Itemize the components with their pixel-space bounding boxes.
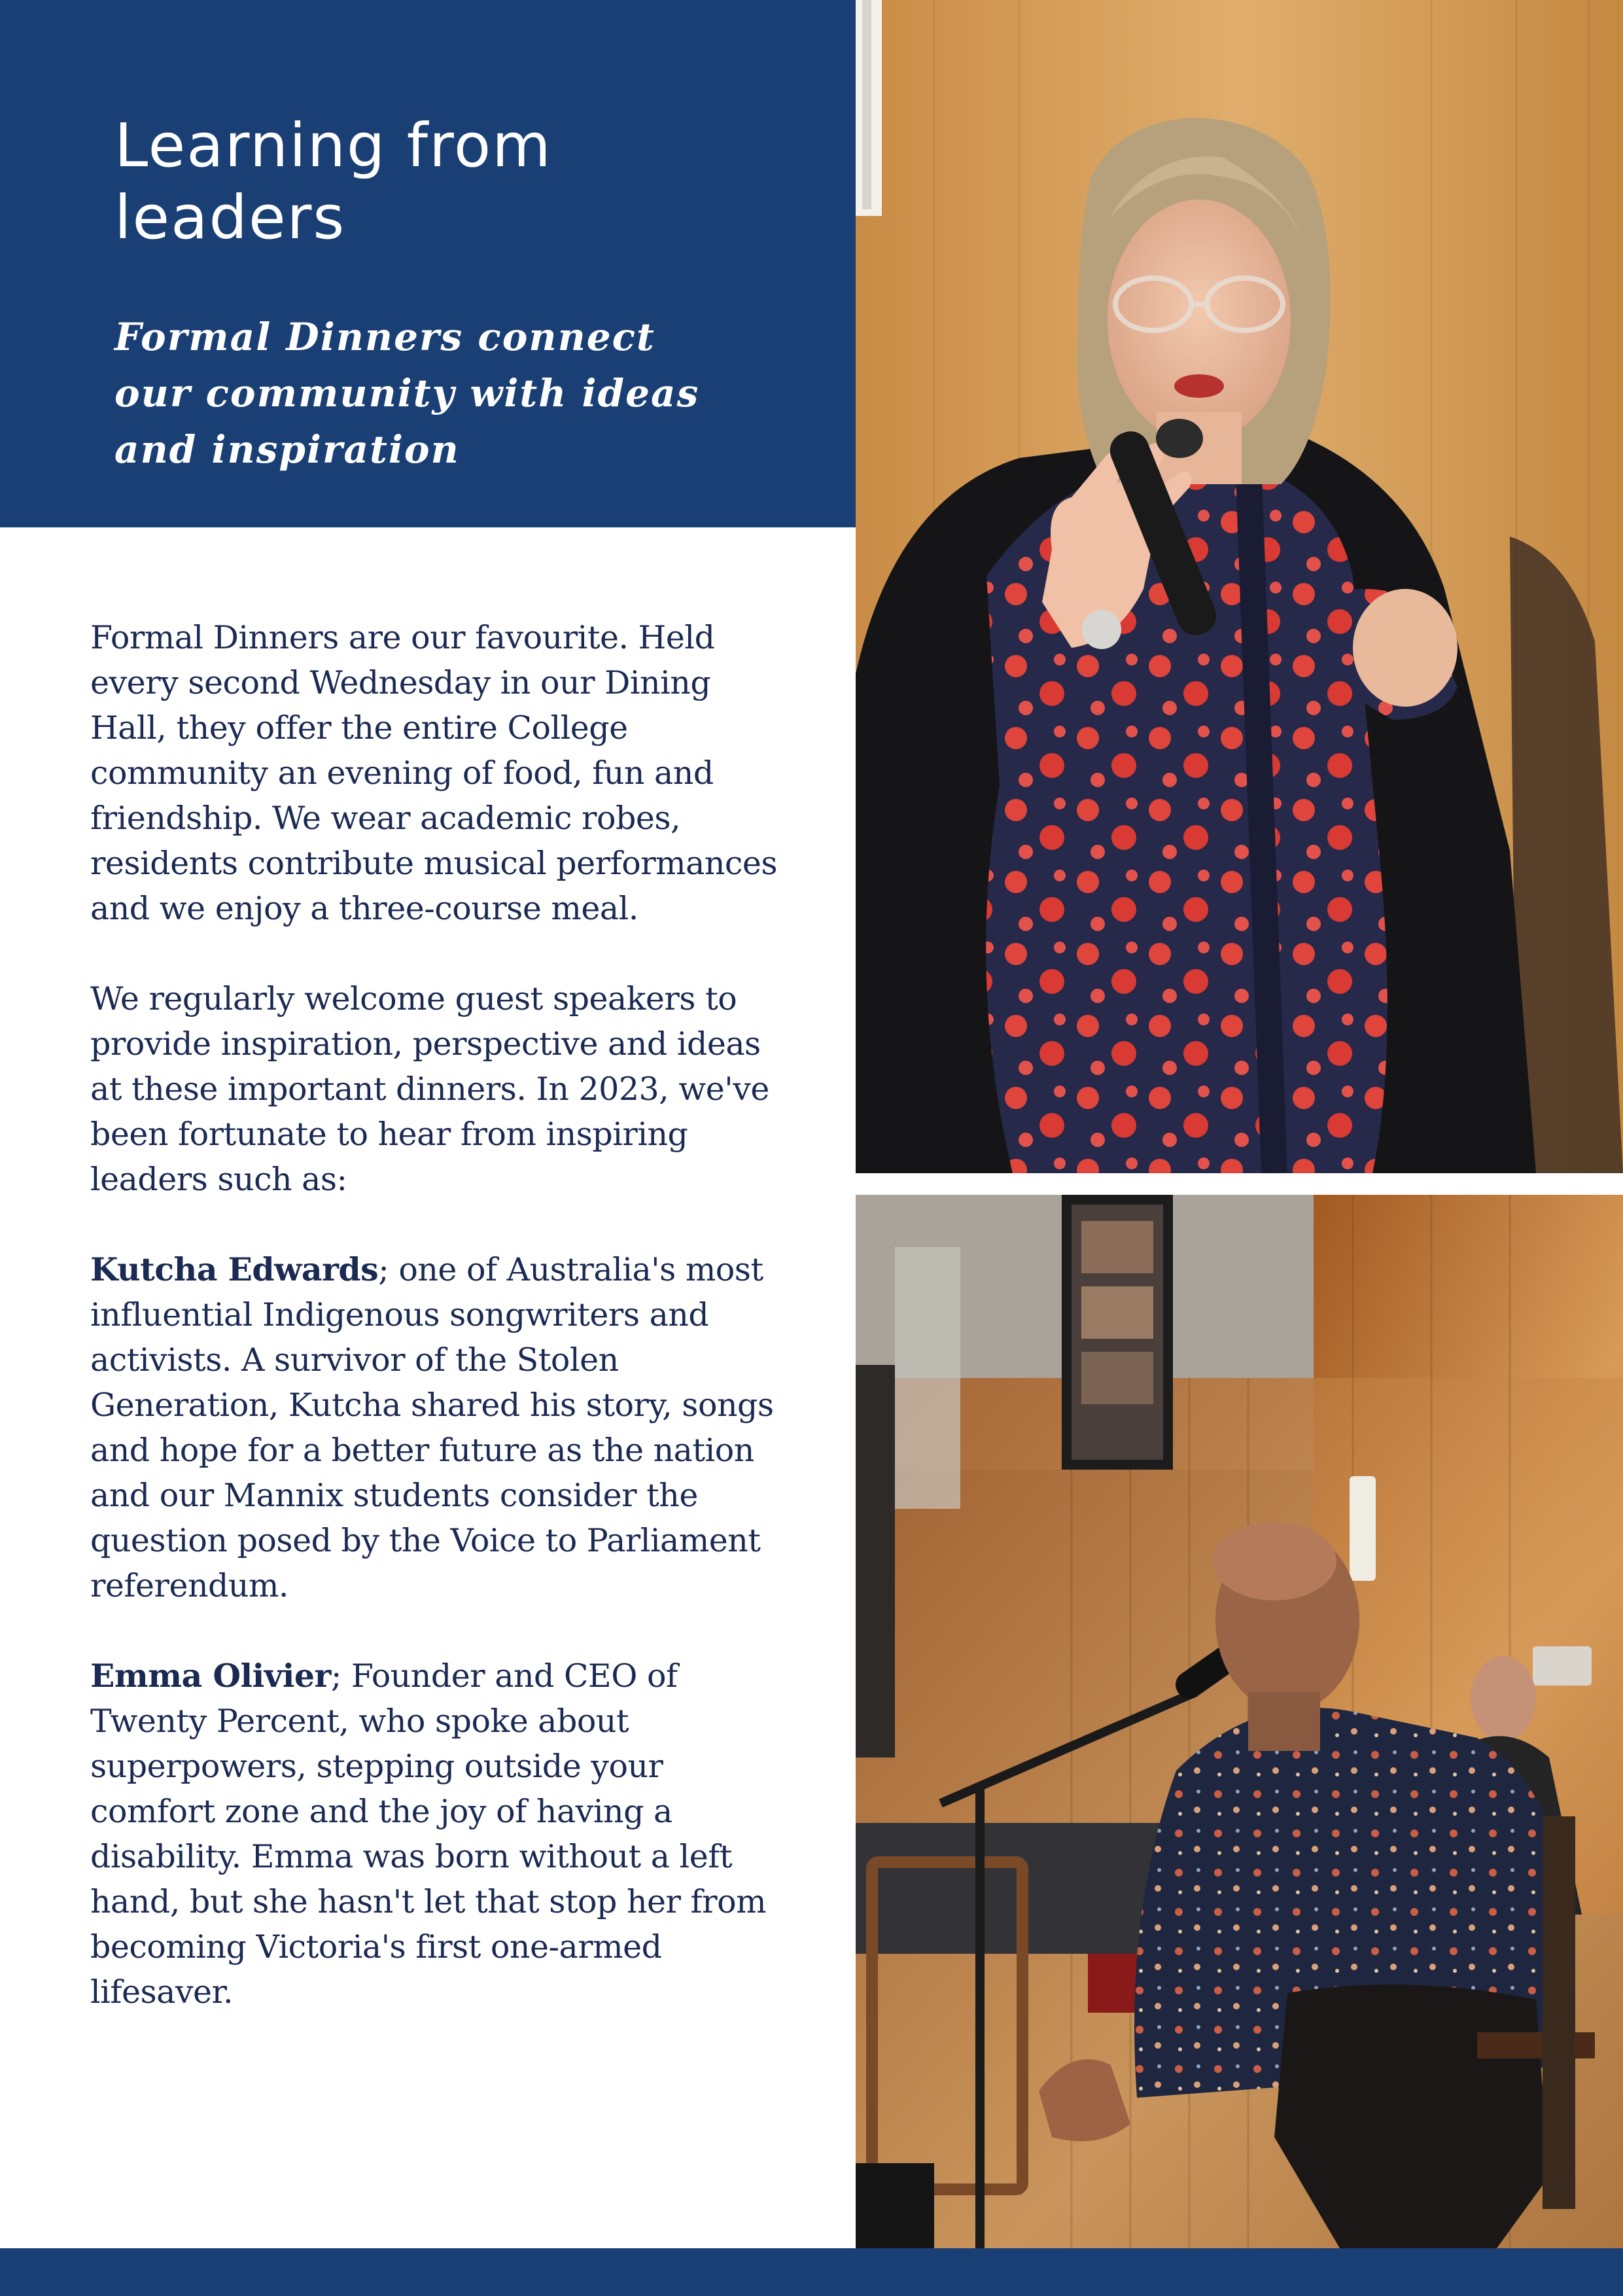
subtitle-line-3: and inspiration: [114, 427, 460, 472]
speaker-photo-man: [856, 1195, 1623, 2248]
page-title: [114, 110, 769, 254]
speakers-intro-paragraph: We regularly welcome guest speakers to provide inspiration, perspective and ideas at these important dinners. In 2023, we've been fortunate to hear from inspiring leaders such as:: [90, 980, 769, 1198]
footer-bar: [0, 2248, 1623, 2296]
subtitle-line-2: our community with ideas: [114, 371, 700, 415]
speaker-kutcha-paragraph: [90, 1247, 784, 1608]
article-body: [90, 615, 784, 2060]
speaker-description: ; Founder and CEO of Twenty Percent, who spoke about superpowers, stepping outside your comfort zone and the joy of having a disability. Emma was born without a left hand, but she hasn't let that stop her from becoming Victoria's first one-armed lifesaver.: [90, 1657, 767, 2011]
subtitle-line-1: Formal Dinners connect: [114, 315, 655, 359]
speaker-emma-paragraph: [90, 1653, 784, 2015]
title-line-1: Learning from: [114, 111, 552, 181]
speaker-name: Kutcha Edwards: [90, 1250, 379, 1288]
speaker-description: ; one of Australia's most influential Indigenous songwriters and activists. A survivor of the Stolen Generation, Kutcha shared his story, songs and hope for a better future as the nation and our Mannix students consider the question posed by the Voice to Parliament referendum.: [90, 1251, 774, 1604]
intro-paragraph: Formal Dinners are our favourite. Held every second Wednesday in our Dining Hall, they offer the entire College community an evening of food, fun and friendship. We wear academic robes, residents contribute musical performances and we enjoy a three-course meal.: [90, 619, 777, 927]
title-line-2: leaders: [114, 183, 346, 253]
header-banner: [0, 0, 856, 527]
speaker-photo-woman: [856, 0, 1623, 1173]
page-subtitle: [114, 309, 769, 478]
speaker-name: Emma Olivier: [90, 1657, 331, 1695]
